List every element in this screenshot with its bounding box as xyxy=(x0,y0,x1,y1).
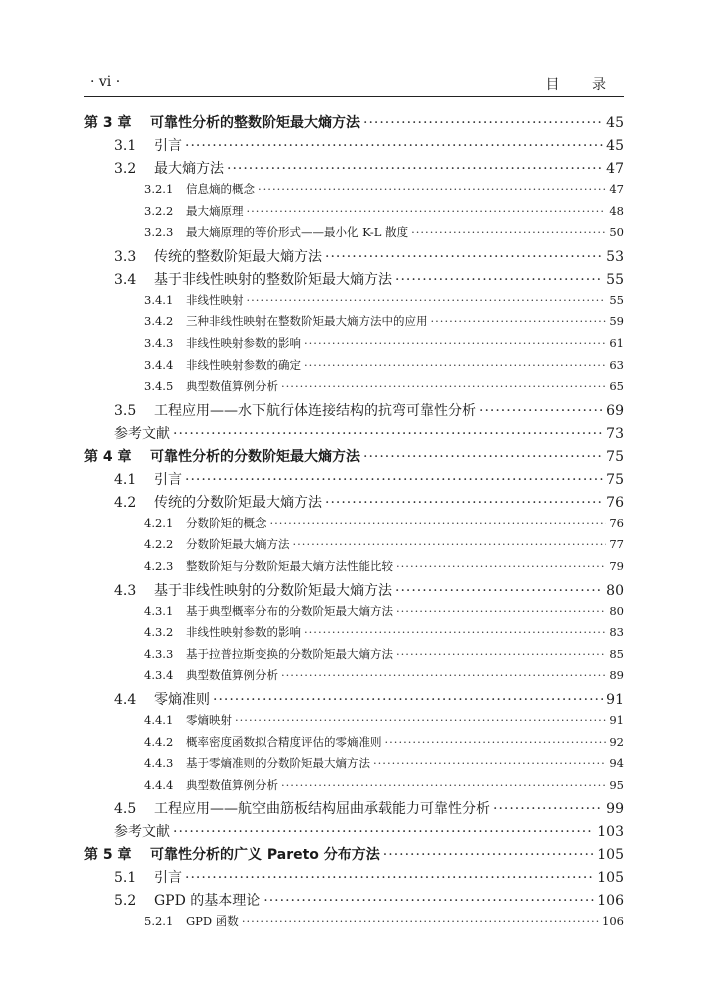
toc-entry-section[interactable] xyxy=(84,689,624,712)
toc-entry-page: 89 xyxy=(609,668,624,683)
toc-entry-title: 分数阶矩的概念 xyxy=(186,515,267,530)
dot-leader xyxy=(173,426,603,442)
dot-leader xyxy=(247,293,607,307)
toc-entry-page: 69 xyxy=(606,402,624,419)
toc-entry-number: 3.4 xyxy=(114,271,137,288)
toc-entry-sub[interactable] xyxy=(84,224,624,246)
toc-entry-number: 4.4.4 xyxy=(144,777,174,792)
toc-entry-page: 75 xyxy=(606,448,624,465)
toc-entry-section[interactable] xyxy=(84,890,624,913)
toc-entry-page: 55 xyxy=(609,292,624,307)
toc-entry-title: 典型数值算例分析 xyxy=(186,668,278,683)
dot-leader xyxy=(185,870,594,886)
toc-entry-chapter[interactable] xyxy=(84,446,624,469)
toc-entry-page: 76 xyxy=(606,494,624,511)
dot-leader xyxy=(373,756,606,770)
dot-leader xyxy=(247,204,607,218)
toc-entry-title: 工程应用——航空曲筋板结构屈曲承载能力可靠性分析 xyxy=(154,801,490,818)
toc-entry-number: 5.2.1 xyxy=(144,914,174,929)
toc-entry-sub[interactable] xyxy=(84,755,624,777)
toc-entry-sub[interactable] xyxy=(84,536,624,558)
dot-leader xyxy=(270,516,607,530)
toc-entry-title: 可靠性分析的整数阶矩最大熵方法 xyxy=(150,115,360,131)
toc-entry-page: 106 xyxy=(597,893,624,910)
toc-entry-page: 79 xyxy=(609,558,624,573)
dot-leader xyxy=(185,472,603,488)
toc-entry-sub[interactable] xyxy=(84,624,624,646)
toc-entry-title: 引言 xyxy=(154,870,182,887)
dot-leader xyxy=(242,914,599,928)
toc-entry-page: 80 xyxy=(609,603,624,618)
toc-entry-title: 传统的分数阶矩最大熵方法 xyxy=(154,494,322,511)
toc-entry-number: 3.4.2 xyxy=(144,314,174,329)
toc-entry-number: 3.2.1 xyxy=(144,182,174,196)
toc-entry-number: 4.3 xyxy=(114,582,137,599)
toc-entry-number: 3.4.5 xyxy=(144,379,174,394)
toc-entry-page: 73 xyxy=(606,425,624,442)
toc-entry-page: 95 xyxy=(609,777,624,792)
dot-leader xyxy=(263,893,594,909)
dot-leader xyxy=(235,713,606,727)
toc-entry-number: 第 5 章 xyxy=(84,847,132,864)
toc-entry-page: 105 xyxy=(597,847,624,864)
toc-entry-page: 59 xyxy=(609,314,624,329)
dot-leader xyxy=(479,403,603,419)
toc-entry-title: 基于非线性映射的分数阶矩最大熵方法 xyxy=(154,582,392,599)
toc-entry-section[interactable] xyxy=(84,492,624,515)
toc-entry-number: 4.2 xyxy=(114,494,137,511)
toc-entry-title: 非线性映射参数的影响 xyxy=(186,625,301,640)
dot-leader xyxy=(185,138,603,154)
toc-entry-title: 最大熵原理 xyxy=(186,203,244,218)
dot-leader xyxy=(227,161,603,177)
toc-entry-title: 引言 xyxy=(154,471,182,488)
toc-entry-section[interactable] xyxy=(84,135,624,158)
toc-entry-sub[interactable] xyxy=(84,734,624,756)
toc-entry-chapter[interactable] xyxy=(84,844,624,867)
dot-leader xyxy=(396,559,606,573)
toc-entry-number: 4.2.1 xyxy=(144,515,174,530)
toc-entry-sub[interactable] xyxy=(84,203,624,225)
toc-entry-title: 传统的整数阶矩最大熵方法 xyxy=(154,248,322,265)
toc-entry-number: 3.4.1 xyxy=(144,292,174,307)
toc-entry-number: 3.3 xyxy=(114,248,137,265)
toc-entry-page: 77 xyxy=(609,537,624,552)
dot-leader xyxy=(385,735,607,749)
toc-entry-title: 信息熵的概念 xyxy=(186,182,255,196)
toc-entry-number: 4.4.2 xyxy=(144,734,174,749)
dot-leader xyxy=(395,272,603,288)
toc-entry-title: 非线性映射参数的影响 xyxy=(186,335,301,350)
toc-entry-number: 3.4.3 xyxy=(144,335,174,350)
dot-leader xyxy=(325,495,603,511)
toc-entry-title: 基于零熵准则的分数阶矩最大熵方法 xyxy=(186,756,370,771)
toc-entry-section[interactable] xyxy=(84,580,624,603)
dot-leader xyxy=(396,647,606,661)
toc-entry-page: 45 xyxy=(606,138,624,154)
toc-entry-number: 第 4 章 xyxy=(84,448,132,465)
toc-entry-page: 47 xyxy=(606,161,624,177)
toc-entry-sub[interactable] xyxy=(84,181,624,203)
toc-entry-number: 3.5 xyxy=(114,402,137,419)
toc-entry-title: 零熵映射 xyxy=(186,712,232,727)
dot-leader xyxy=(363,115,603,131)
toc-entry-title: 零熵准则 xyxy=(154,691,210,708)
dot-leader xyxy=(395,583,603,599)
toc-entry-section[interactable] xyxy=(84,469,624,492)
toc-entry-page: 91 xyxy=(606,691,624,708)
toc-entry-page: 99 xyxy=(606,801,624,818)
toc-entry-title: 概率密度函数拟合精度评估的零熵准则 xyxy=(186,734,382,749)
toc-entry-page: 48 xyxy=(609,203,624,218)
toc-entry-number: 4.2.2 xyxy=(144,537,174,552)
dot-leader xyxy=(431,314,607,328)
toc-entry-title: 引言 xyxy=(154,138,182,154)
running-header xyxy=(84,70,624,97)
toc-entry-page: 65 xyxy=(609,379,624,394)
toc-entry-page: 106 xyxy=(602,914,624,929)
toc-entry-chapter[interactable] xyxy=(84,112,624,135)
toc-entry-title: 最大熵方法 xyxy=(154,161,224,177)
dot-leader xyxy=(281,379,606,393)
toc-entry-number: 4.4.3 xyxy=(144,756,174,771)
toc-entry-page: 50 xyxy=(609,225,624,240)
toc-entry-sub[interactable] xyxy=(84,378,624,400)
toc-entry-refs[interactable] xyxy=(84,423,624,446)
toc-entry-number: 4.3.4 xyxy=(144,668,174,683)
toc-entry-title: 参考文献 xyxy=(114,425,170,442)
toc-entry-section[interactable] xyxy=(84,798,624,821)
dot-leader xyxy=(325,249,603,265)
toc-entry-number: 4.3.3 xyxy=(144,646,174,661)
toc-entry-title: 基于非线性映射的整数阶矩最大熵方法 xyxy=(154,271,392,288)
toc-entry-sub[interactable] xyxy=(84,667,624,689)
toc-entry-page: 91 xyxy=(609,712,624,727)
toc-entry-title: 整数阶矩与分数阶矩最大熵方法性能比较 xyxy=(186,558,393,573)
toc-entry-page: 85 xyxy=(609,646,624,661)
toc-entry-page: 61 xyxy=(609,335,624,350)
toc-entry-sub[interactable] xyxy=(84,913,624,935)
toc-entry-title: 可靠性分析的广义 Pareto 分布方法 xyxy=(150,847,380,864)
toc-entry-page: 105 xyxy=(597,870,624,887)
toc-entry-sub[interactable] xyxy=(84,313,624,335)
toc-entry-page: 63 xyxy=(609,357,624,372)
toc-entry-page: 53 xyxy=(606,248,624,265)
toc-entry-title: GPD 函数 xyxy=(186,914,239,929)
toc-entry-section[interactable] xyxy=(84,400,624,423)
toc-entry-sub[interactable] xyxy=(84,292,624,314)
toc-entry-title: GPD 的基本理论 xyxy=(154,893,261,910)
dot-leader xyxy=(281,668,606,682)
toc-entry-page: 76 xyxy=(609,515,624,530)
toc-entry-title: 典型数值算例分析 xyxy=(186,777,278,792)
toc-entry-number: 4.5 xyxy=(114,801,137,818)
toc-entry-sub[interactable] xyxy=(84,777,624,799)
toc-entry-number: 5.2 xyxy=(114,893,137,910)
toc-entry-page: 83 xyxy=(609,625,624,640)
toc-entry-title: 工程应用——水下航行体连接结构的抗弯可靠性分析 xyxy=(154,402,476,419)
toc-entry-number: 4.2.3 xyxy=(144,558,174,573)
toc-entry-title: 三种非线性映射在整数阶矩最大熵方法中的应用 xyxy=(186,314,428,329)
toc-entry-page: 94 xyxy=(609,756,624,771)
dot-leader xyxy=(173,824,594,840)
toc-entry-section[interactable] xyxy=(84,269,624,292)
toc-entry-number: 3.1 xyxy=(114,138,137,154)
toc-entry-number: 第 3 章 xyxy=(84,115,132,131)
toc-entry-number: 3.4.4 xyxy=(144,357,174,372)
dot-leader xyxy=(411,225,606,239)
toc-entry-sub[interactable] xyxy=(84,515,624,537)
dot-leader xyxy=(213,692,603,708)
table-of-contents xyxy=(84,112,624,935)
toc-entry-sub[interactable] xyxy=(84,335,624,357)
toc-entry-page: 75 xyxy=(606,471,624,488)
toc-entry-title: 基于典型概率分布的分数阶矩最大熵方法 xyxy=(186,603,393,618)
dot-leader xyxy=(363,449,603,465)
toc-entry-title: 非线性映射 xyxy=(186,292,244,307)
toc-entry-title: 典型数值算例分析 xyxy=(186,379,278,394)
dot-leader xyxy=(493,801,603,817)
toc-entry-title: 非线性映射参数的确定 xyxy=(186,357,301,372)
toc-entry-number: 4.3.2 xyxy=(144,625,174,640)
header-title: 目 录 xyxy=(545,77,620,93)
dot-leader xyxy=(281,778,606,792)
toc-entry-section[interactable] xyxy=(84,867,624,890)
toc-entry-title: 基于拉普拉斯变换的分数阶矩最大熵方法 xyxy=(186,646,393,661)
toc-entry-sub[interactable] xyxy=(84,646,624,668)
dot-leader xyxy=(258,182,606,196)
toc-entry-sub[interactable] xyxy=(84,603,624,625)
toc-entry-page: 45 xyxy=(606,115,624,131)
toc-entry-number: 3.2 xyxy=(114,161,137,177)
toc-entry-sub[interactable] xyxy=(84,712,624,734)
toc-entry-page: 55 xyxy=(606,271,624,288)
toc-entry-number: 4.3.1 xyxy=(144,603,174,618)
toc-entry-sub[interactable] xyxy=(84,357,624,379)
toc-entry-page: 103 xyxy=(597,824,624,841)
toc-entry-title: 可靠性分析的分数阶矩最大熵方法 xyxy=(150,448,360,465)
toc-entry-title: 分数阶矩最大熵方法 xyxy=(186,537,290,552)
toc-entry-page: 80 xyxy=(606,582,624,599)
toc-entry-section[interactable] xyxy=(84,246,624,269)
dot-leader xyxy=(383,847,594,863)
dot-leader xyxy=(396,604,606,618)
toc-entry-number: 4.4 xyxy=(114,691,137,708)
toc-entry-refs[interactable] xyxy=(84,821,624,844)
toc-entry-number: 5.1 xyxy=(114,870,137,887)
toc-entry-page: 92 xyxy=(609,734,624,749)
toc-entry-number: 3.2.3 xyxy=(144,225,174,240)
toc-entry-sub[interactable] xyxy=(84,558,624,580)
dot-leader xyxy=(293,537,607,551)
dot-leader xyxy=(304,336,606,350)
toc-entry-title: 最大熵原理的等价形式——最小化 K-L 散度 xyxy=(186,225,409,240)
toc-entry-number: 3.2.2 xyxy=(144,203,174,218)
dot-leader xyxy=(304,358,606,372)
toc-entry-number: 4.4.1 xyxy=(144,712,174,727)
dot-leader xyxy=(304,625,606,639)
toc-entry-section[interactable] xyxy=(84,158,624,181)
toc-entry-number: 4.1 xyxy=(114,471,137,488)
toc-entry-page: 47 xyxy=(609,182,624,196)
page-number: · vi · xyxy=(90,74,121,90)
toc-entry-title: 参考文献 xyxy=(114,824,170,841)
